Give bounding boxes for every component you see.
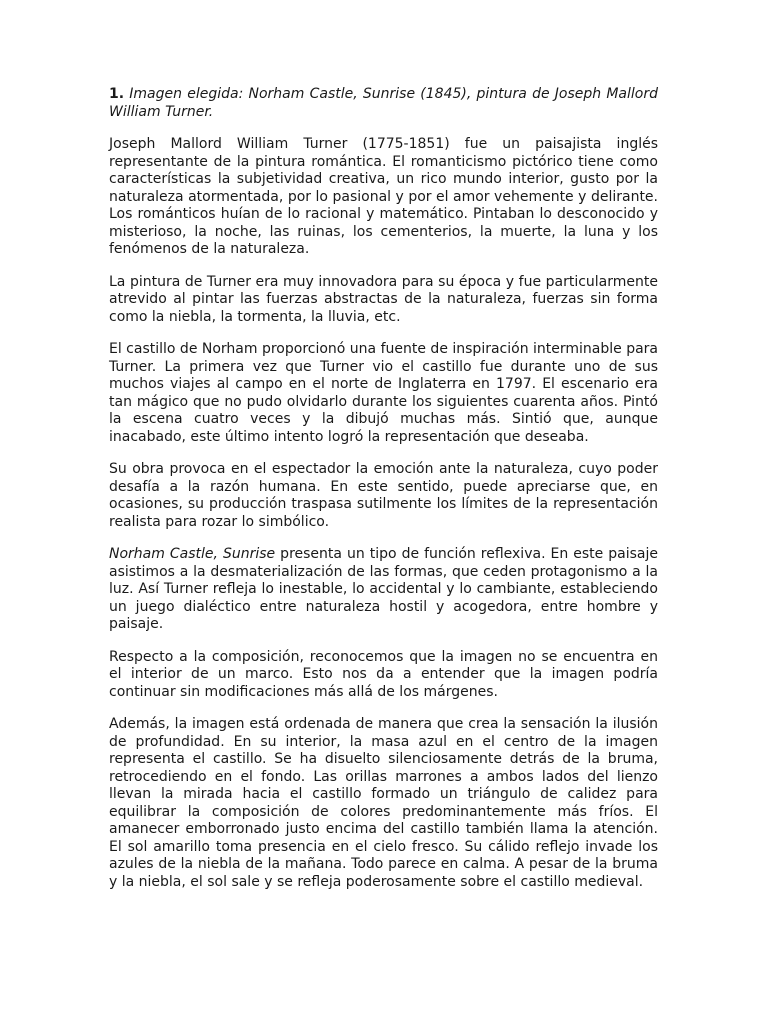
heading-paragraph	[109, 86, 658, 121]
paragraph-2: La pintura de Turner era muy innovadora para su época y fue particularmente atrevido al pintar las fuerzas abstractas de la naturaleza, fuerzas sin forma como la niebla, la tormenta, la lluvia, etc.	[109, 273, 658, 325]
painting-title: Norham Castle, Sunrise	[109, 546, 276, 562]
paragraph-5	[109, 546, 658, 634]
paragraph-5-text: presenta un tipo de función reflexiva. En este paisaje asistimos a la desmaterialización de las formas, que ceden protagonismo a la luz. Así Turner refleja lo inestable, lo accidental y lo cambiante, estableciendo un juego dialéctico entre naturaleza hostil y acogedora, entre hombre y paisaje.	[109, 546, 658, 632]
heading-number: 1.	[109, 86, 125, 102]
paragraph-1: Joseph Mallord William Turner (1775-1851) fue un paisajista inglés representante de la pintura romántica. El romanticismo pictórico tiene como características la subjetividad creativa, un rico mundo interior, gusto por la naturaleza atormentada, por lo pasional y por el amor vehemente y delirante. Los románticos huían de lo racional y matemático. Pintaban lo desconocido y misterioso, la noche, las ruinas, los cementerios, la muerte, la luna y los fenómenos de la naturaleza.	[109, 136, 658, 257]
heading-text: Imagen elegida: Norham Castle, Sunrise (1845), pintura de Joseph Mallord William Turner.	[109, 86, 658, 120]
document-page	[109, 86, 658, 906]
paragraph-4: Su obra provoca en el espectador la emoción ante la naturaleza, cuyo poder desafía a la razón humana. En este sentido, puede apreciarse que, en ocasiones, su producción traspasa sutilmente los límites de la representación realista para rozar lo simbólico.	[109, 461, 658, 530]
paragraph-3: El castillo de Norham proporcionó una fuente de inspiración interminable para Turner. La primera vez que Turner vio el castillo fue durante uno de sus muchos viajes al campo en el norte de Inglaterra en 1797. El escenario era tan mágico que no pudo olvidarlo durante los siguientes cuarenta años. Pintó la escena cuatro veces y la dibujó muchas más. Sintió que, aunque inacabado, este último intento logró la representación que deseaba.	[109, 341, 659, 445]
paragraph-7: Además, la imagen está ordenada de manera que crea la sensación la ilusión de profundidad. En su interior, la masa azul en el centro de la imagen representa el castillo. Se ha disuelto silenciosamente detrás de la bruma, retrocediendo en el fondo. Las orillas marrones a ambos lados del lienzo llevan la mirada hacia el castillo formado un triángulo de calidez para equilibrar la composición de colores predominantemente más fríos. El amanecer emborronado justo encima del castillo también llama la atención. El sol amarillo toma presencia en el cielo fresco. Su cálido reflejo invade los azules de la niebla de la mañana. Todo parece en calma. A pesar de la bruma y la niebla, el sol sale y se refleja poderosamente sobre el castillo medieval.	[109, 716, 658, 890]
paragraph-6: Respecto a la composición, reconocemos que la imagen no se encuentra en el interior de un marco. Esto nos da a entender que la imagen podría continuar sin modificaciones más allá de los márgenes.	[109, 648, 658, 700]
